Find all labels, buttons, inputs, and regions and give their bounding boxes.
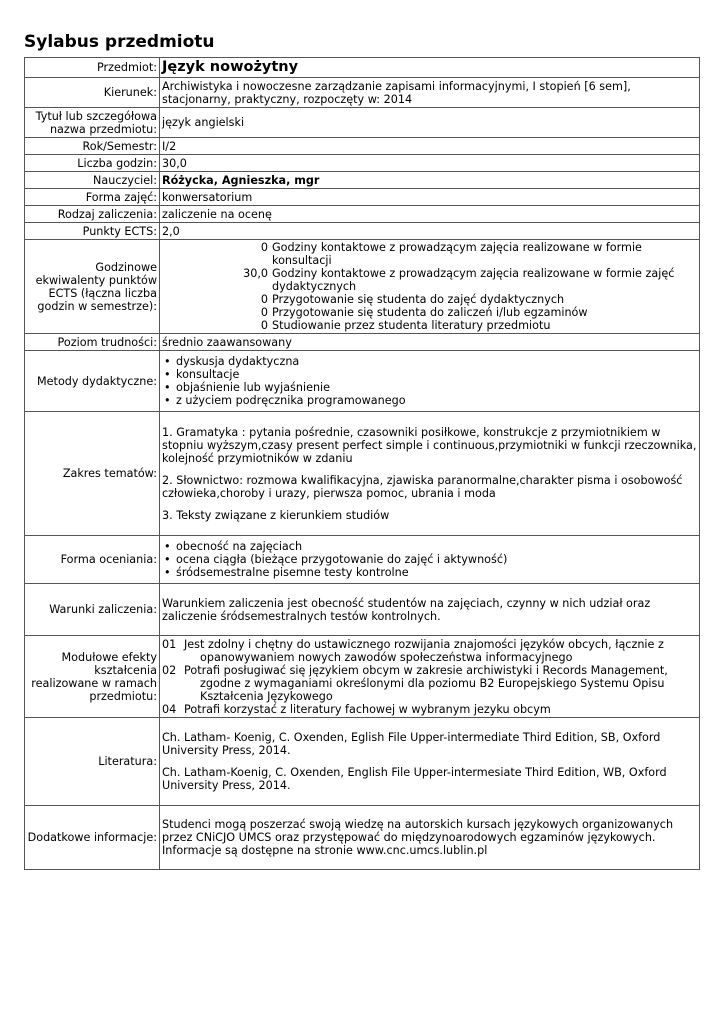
table-row [25,351,700,412]
outcome-text-cont: opanowywaniem nowych zawodów społeczeństwa informacyjnego [200,650,573,664]
table-row [25,334,700,351]
table-row [25,155,700,172]
row-value: I/2 [160,138,700,155]
hours-description: Studiowanie przez studenta literatury przedmiotu [272,319,551,332]
list-item: • śródsemestralne pisemne testy kontrolne [162,566,697,579]
list-item: • objaśnienie lub wyjaśnienie [162,381,697,394]
topic-paragraph: 1. Gramatyka : pytania pośrednie, czasowniki posiłkowe, konstrukcje z przymiotnikiem w stopniu wyższym,czasy present perfect simple i continuous,przymiotniki w funkcji rzeczownika, kolejność przymiotników w zdaniu [162,425,697,465]
row-label: Modułowe efekty kształcenia realizowane w ramach przedmiotu: [25,636,160,718]
table-row [25,58,700,78]
row-label: Punkty ECTS: [25,223,160,240]
outcome-number: 01 [162,637,177,651]
list-item: • dyskusja dydaktyczna [162,355,697,368]
table-row [25,584,700,636]
hours-value: 0 [260,241,268,254]
row-label: Nauczyciel: [25,172,160,189]
table-row [25,108,700,138]
hours-value: 0 [260,293,268,306]
row-label: Literatura: [25,718,160,806]
page-title: Sylabus przedmiotu [24,32,215,52]
row-label: Przedmiot: [25,58,160,78]
hours-value: 0 [260,319,268,332]
hours-description: Przygotowanie się studenta do zaliczeń i/lub egzaminów [272,306,588,319]
outcome-text-cont: zgodne z wymaganiami określonymi dla poziomu B2 Europejskiego Systemu Opisu Kształcenia Językowego [200,676,665,703]
outcome-text: Jest zdolny i chętny do ustawicznego rozwijania znajomości języków obcych, łącznie z [184,637,664,651]
table-row [25,636,700,718]
subject-name: Język nowożytny [160,58,700,78]
list-item: • ocena ciągła (bieżące przygotowanie do zajęć i aktywność) [162,553,697,566]
row-label: Forma oceniania: [25,536,160,584]
list-item: • konsultacje [162,368,697,381]
row-label: Rok/Semestr: [25,138,160,155]
row-label: Kierunek: [25,78,160,108]
row-value: Studenci mogą poszerzać swoją wiedzę na autorskich kursach językowych organizowanych przez CNiCJO UMCS oraz przystępować do międzynoarodowych egzaminów językowych. Informacje są dostępne na stronie www.cnc.umcs.lublin.pl [160,806,700,870]
table-row [25,189,700,206]
table-row [25,78,700,108]
literature-item: Ch. Latham- Koenig, C. Oxenden, Eglish File Upper-intermediate Third Edition, SB, Oxford University Press, 2014. [162,731,661,757]
ects-hours-list [160,240,700,334]
table-row [25,138,700,155]
row-label: Metody dydaktyczne: [25,351,160,412]
row-value: Warunkiem zaliczenia jest obecność studentów na zajęciach, czynny w nich udział oraz zaliczenie śródsemestralnych testów kontrolnych. [160,584,700,636]
table-row [25,718,700,806]
topic-paragraph: 3. Teksty związane z kierunkiem studiów [162,508,390,522]
syllabus-table [24,57,700,870]
hours-value: 0 [260,306,268,319]
row-value: Archiwistyka i nowoczesne zarządzanie zapisami informacyjnymi, I stopień [6 sem], stacjonarny, praktyczny, rozpoczęty w: 2014 [160,78,700,108]
teaching-methods-list [162,355,697,407]
row-label: Zakres tematów: [25,412,160,536]
teacher-name: Różycka, Agnieszka, mgr [160,172,700,189]
row-value: 30,0 [160,155,700,172]
learning-outcomes [160,636,700,718]
table-row [25,536,700,584]
outcome-number: 02 [162,663,177,677]
topic-paragraph: 2. Słownictwo: rozmowa kwalifikacyjna, zjawiska paranormalne,charakter pisma i osobowość człowieka,choroby i urazy, pierwsza pomoc, ubrania i moda [162,473,683,500]
row-label: Warunki zaliczenia: [25,584,160,636]
row-value: zaliczenie na ocenę [160,206,700,223]
row-value: 2,0 [160,223,700,240]
row-value: konwersatorium [160,189,700,206]
row-value: średnio zaawansowany [160,334,700,351]
row-label: Tytuł lub szczegółowa nazwa przedmiotu: [25,108,160,138]
table-row [25,206,700,223]
row-label: Godzinowe ekwiwalenty punktów ECTS (łączna liczba godzin w semestrze): [25,240,160,334]
assessment-list [162,540,697,579]
literature-block [160,718,700,806]
row-label: Poziom trudności: [25,334,160,351]
topics-block [160,412,700,536]
table-row [25,223,700,240]
hours-description: Godziny kontaktowe z prowadzącym zajęcia realizowane w formie konsultacji [272,241,642,267]
table-row [25,806,700,870]
table-row [25,412,700,536]
row-value: język angielski [160,108,700,138]
table-row [25,172,700,189]
list-item: • z użyciem podręcznika programowanego [162,394,697,407]
literature-item: Ch. Latham-Koenig, C. Oxenden, English File Upper-intermesiate Third Edition, WB, Oxford University Press, 2014. [162,766,667,792]
row-label: Liczba godzin: [25,155,160,172]
hours-description: Godziny kontaktowe z prowadzącym zajęcia realizowane w formie zajęć dydaktycznych [272,267,675,293]
row-label: Dodatkowe informacje: [25,806,160,870]
list-item: • obecność na zajęciach [162,540,697,553]
outcome-number: 04 [162,702,177,716]
hours-value: 30,0 [243,267,268,280]
row-label: Rodzaj zaliczenia: [25,206,160,223]
table-row [25,240,700,334]
outcome-text: Potrafi korzystać z literatury fachowej w wybranym jezyku obcym [184,702,551,716]
hours-description: Przygotowanie się studenta do zajęć dydaktycznych [272,293,565,306]
row-label: Forma zajęć: [25,189,160,206]
outcome-text: Potrafi posługiwać się językiem obcym w zakresie archiwistyki i Records Management, [184,663,668,677]
